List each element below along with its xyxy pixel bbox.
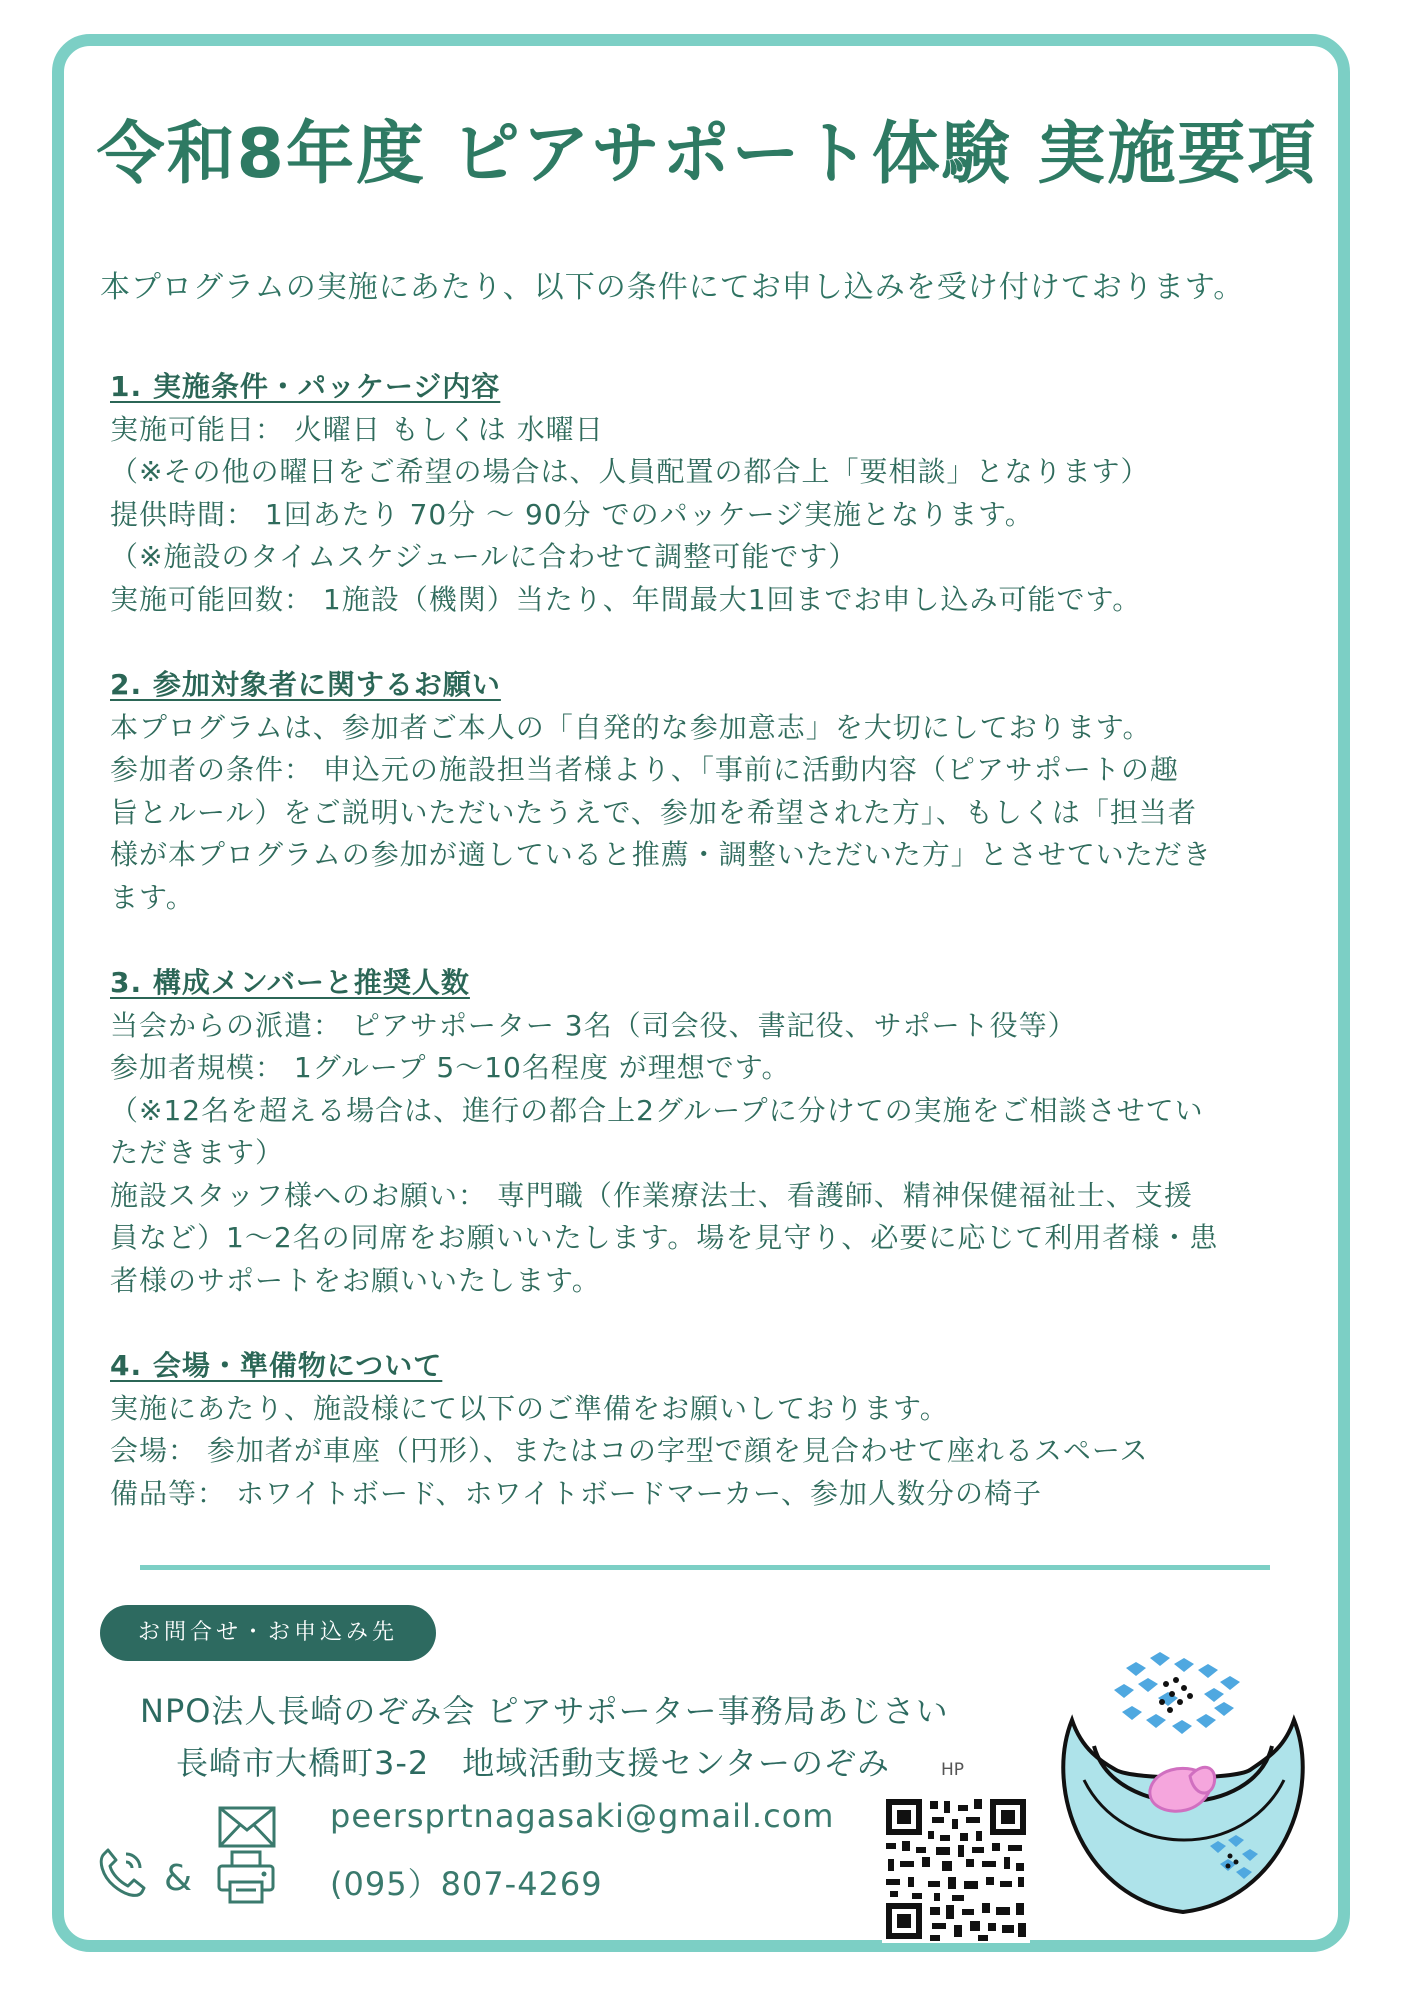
section-line: 提供時間： 1回あたり 70分 〜 90分 でのパッケージ実施となります。 (110, 497, 1034, 531)
section-line: 備品等： ホワイトボード、ホワイトボードマーカー、参加人数分の椅子 (110, 1476, 1043, 1510)
section-line: 参加者の条件： 申込元の施設担当者様より、「事前に活動内容（ピアサポートの趣 (110, 753, 1179, 786)
section-1 (110, 366, 1310, 621)
qr-code-image[interactable] (882, 1795, 1030, 1943)
section-line: 様が本プログラムの参加が適していると推薦・調整いただいた方」とさせていただき (110, 838, 1212, 871)
section-2 (110, 664, 1310, 919)
divider (140, 1565, 1270, 1570)
section-line: 実施可能日： 火曜日 もしくは 水曜日 (110, 412, 604, 446)
section-line: 実施可能回数： 1施設（機関）当たり、年間最大1回までお申し込み可能です。 (110, 582, 1142, 616)
section-line: ただきます） (110, 1136, 285, 1169)
section-line: （※その他の曜日をご希望の場合は、人員配置の都合上「要相談」となります） (110, 455, 1150, 488)
section-line: （※施設のタイムスケジュールに合わせて調整可能です） (110, 540, 858, 573)
section-line: 実施にあたり、施設様にて以下のご準備をお願いしております。 (110, 1391, 949, 1425)
page-title: 令和8年度 ピアサポート体験 実施要項 (96, 115, 1318, 194)
hydrangea-logo (1054, 1650, 1312, 1930)
envelope-icon (218, 1806, 276, 1848)
contact-pill: お問合せ・お申込み先 (100, 1605, 436, 1661)
section-line: 旨とルール）をご説明いただいたうえで、参加を希望された方」、もしくは「担当者 (110, 795, 1197, 829)
section-heading: 2. 参加対象者に関するお願い (110, 668, 501, 701)
fax-printer-icon (216, 1850, 276, 1906)
section-line: 会場： 参加者が車座（円形）、またはコの字型で顔を見合わせて座れるスペース (110, 1434, 1149, 1467)
organization-address: 長崎市大橋町3-2 地域活動支援センターのぞみ (176, 1744, 890, 1782)
section-line: 参加者規模： 1グループ 5〜10名程度 が理想です。 (110, 1051, 791, 1084)
section-line: 員など）1〜2名の同席をお願いいたします。場を見守り、必要に応じて利用者様・患 (110, 1221, 1219, 1254)
section-4 (110, 1345, 1310, 1515)
intro-text: 本プログラムの実施にあたり、以下の条件にてお申し込みを受け付けております。 (100, 270, 1245, 305)
section-line: 本プログラムは、参加者ご本人の「自発的な参加意志」を大切にしております。 (110, 710, 1152, 744)
hp-label: HP (941, 1760, 965, 1780)
email-link[interactable]: peersprtnagasaki@gmail.com (330, 1797, 835, 1835)
sections-container (110, 366, 1310, 1515)
section-heading: 3. 構成メンバーと推奨人数 (110, 966, 470, 999)
section-line: ます。 (110, 880, 195, 914)
section-heading: 1. 実施条件・パッケージ内容 (110, 370, 501, 403)
section-line: 者様のサポートをお願いいたします。 (110, 1263, 601, 1297)
phone-number[interactable]: (095）807-4269 (330, 1865, 603, 1903)
organization-name: NPO法人長崎のぞみ会 ピアサポーター事務局あじさい (140, 1692, 949, 1730)
section-line: 施設スタッフ様へのお願い： 専門職（作業療法士、看護師、精神保健福祉士、支援 (110, 1178, 1193, 1212)
section-3 (110, 962, 1310, 1302)
section-heading: 4. 会場・準備物について (110, 1349, 443, 1382)
ampersand: & (164, 1858, 193, 1899)
phone-icon (94, 1846, 150, 1902)
section-line: 当会からの派遣： ピアサポーター 3名（司会役、書記役、サポート役等） (110, 1008, 1077, 1042)
section-line: （※12名を超える場合は、進行の都合上2グループに分けての実施をご相談させてい (110, 1093, 1204, 1127)
